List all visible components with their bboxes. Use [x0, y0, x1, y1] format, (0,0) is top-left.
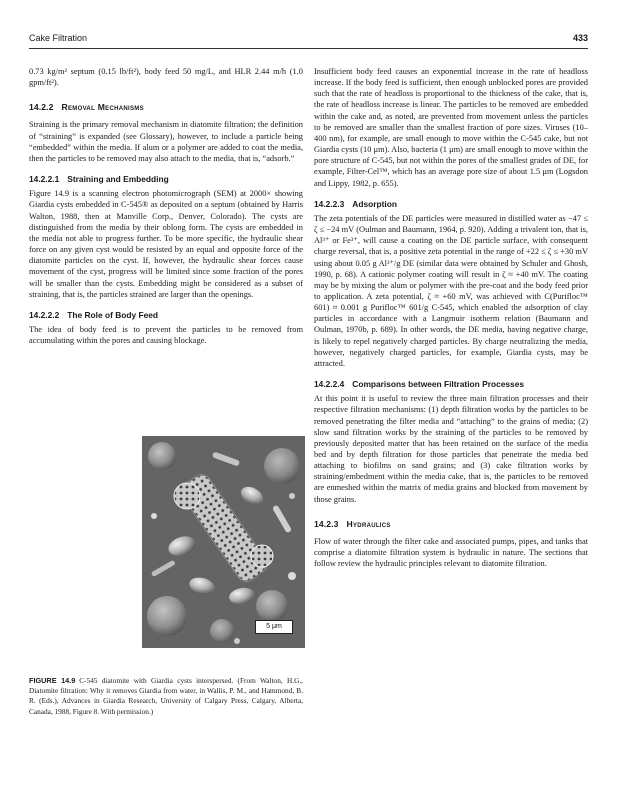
- running-title: Cake Filtration: [29, 33, 88, 43]
- subsection-title: Adsorption: [352, 198, 397, 209]
- paragraph-hydraulics: Flow of water through the filter cake and associated pumps, pipes, and tanks that comprise a diatomite filtration system is hydraulic in nature. The sections that follow review the hydraulic principles relevant to diatomite filtration.: [314, 536, 588, 569]
- intro-line: 0.73 kg/m² septum (0.15 lb/ft²), body feed 50 mg/L, and HLR 2.44 m/h (1.0 gpm/ft²).: [29, 67, 303, 88]
- right-column: [314, 66, 588, 569]
- subsection-heading-straining: [29, 174, 303, 185]
- sem-photomicrograph: [142, 436, 305, 648]
- subsection-title: The Role of Body Feed: [67, 309, 159, 320]
- paragraph-bodyfeed: The idea of body feed is to prevent the particles to be removed from accumulating within the pores and causing blockage.: [29, 324, 303, 346]
- subsection-number: 14.2.2.2: [29, 309, 60, 320]
- subsection-number: 14.2.2.3: [314, 198, 345, 209]
- subsection-number: 14.2.2.1: [29, 174, 60, 185]
- figure-label: FIGURE 14.9: [29, 676, 76, 685]
- running-header: [29, 30, 588, 49]
- figure-caption: [29, 676, 303, 717]
- subsection-title: Comparisons between Filtration Processes: [352, 379, 525, 390]
- subsection-heading-bodyfeed: [29, 310, 303, 321]
- sem-image-drawing: [142, 436, 305, 648]
- left-column: [29, 66, 303, 346]
- section-number: 14.2.2: [29, 102, 54, 113]
- section-number: 14.2.3: [314, 518, 339, 529]
- paragraph-adsorption: The zeta potentials of the DE particles were measured in distilled water as −47 ≤ ζ ≤ −24 mV (Oulman and Baumann, 1964, p. 920). Adding a trivalent ion, that is, Al³⁺ or Fe³⁺, will cause a coating on the DE particle surface, with consequent charge reversal, that is, a positive zeta potential in the range of +22 ≤ ζ ≤ +30 mV using about 0.05 g Al³⁺/g DE (similar data were obtained by Schuler and Ghosh, 1990, p. 68). A cationic polymer coating will result in ζ ≈ +40 mV. The coating may be by mixing the alum or polymer with the pre-coat and the body feed prior to application. A zeta potential, ζ ≈ +60 mV, was achieved with C(Purifloc™ 601) ≈ 0.001 g Purifloc™ 601/g C-545, which enabled the adsorption of clay particles in accordance with a Langmuir isotherm relation (Baumann and Oulman, 1970b, p. 689). In other words, the DE media, having negative charge, is likely to repel negatively charged particles. By charge neutralizing the media, however, negatively charged particles, for example, Giardia cysts, may be attracted.: [314, 213, 588, 368]
- subsection-heading-comparisons: [314, 379, 588, 390]
- paragraph-removal: Straining is the primary removal mechanism in diatomite filtration; the definition of “straining” is expanded (see Glossary), however, to include a particle being “embedded” within the media. If alum or a polymer are added to coat the media, then the particles to be removed may also attach to the media, that is, “adsorb.”: [29, 120, 303, 163]
- paragraph-comparisons: At this point it is useful to review the three main filtration processes and their respective filtration mechanisms: (1) depth filtration works by the particles to be removed penetrating the filter media and “attaching” to the grains of media; (2) slow sand filtration works by the straining of the particles to be removed by previously deposited matter that has been retained on the surface of the media bed and by depth filtration for those particles that penetrate the media bed attaching to biofilms on sand grains; and (3) cake filtration works by straining/embedment within the media cake, that is, the particles to be removed are enmeshed within the matrix of media grains and blocked from movement by those grains.: [314, 394, 588, 504]
- section-title: Removal Mechanisms: [61, 102, 144, 113]
- subsection-title: Straining and Embedding: [67, 174, 169, 185]
- section-heading-hydraulics: [314, 519, 588, 530]
- section-heading-removal: [29, 102, 303, 113]
- paragraph-bodyfeed-continued: Insufficient body feed causes an exponential increase in the rate of headloss increase. If the body feed is sufficient, then enough unblocked pores are provided such that the rate of headloss is proportional to the thickness of the cake, that is, the rate of headloss increase is linear. The particles to be removed are embedded within the cake and, as noted, are prevented from movement unless the particles to be removed are smaller than the smallest fraction of pore sizes. Viruses (10–400 nm), for example, are small enough to move within the C-545 cake, but not Giardia cysts (10 μm). Also, bacteria (1 μm) are small enough to move within the pore structure of C-545, but not within the pores of the smallest grades of DE, for example, Filter-Cel™, which has an average pore size of about 1.5 μm (Logsdon and Lippy, 1982, p. 655).: [314, 67, 588, 188]
- subsection-number: 14.2.2.4: [314, 379, 345, 390]
- scale-bar: 5 μm: [255, 620, 293, 634]
- subsection-heading-adsorption: [314, 199, 588, 210]
- paragraph-straining: Figure 14.9 is a scanning electron photomicrograph (SEM) at 2000× showing Giardia cysts embedded in C-545® as deposited on a septum (obtained by Harris Walton, 1988, then at Manville Corp., Denver, Colorado). The cysts are distinguished from the media by their oblong form. The cysts are embedded in the media not able to progress further. To be more specific, the hydraulic shear force on any given cyst would be resisted by an equal and opposite force of the diatomite particles on the cyst. If, however, the hydraulic shear forces cause movement of the cyst, progress will be limited since some fraction of the pores will be smaller than the cysts. Embedding might be considered as a subset of straining, that is, the particles strained are larger than the openings.: [29, 189, 303, 299]
- page-number: 433: [572, 33, 588, 43]
- caption-text: C-545 diatomite with Giardia cysts interspersed. (From Walton, H.G., Diatomite filtration: Why it removes Giardia from water, in Wallis, P. M., and Hammond, B. R. (Eds.), Advances in Giardia Research, University of Calgary Press, Calgary, Alberta, Canada, 1988, Figure 8. With permission.): [29, 676, 304, 716]
- section-title: Hydraulics: [346, 518, 391, 529]
